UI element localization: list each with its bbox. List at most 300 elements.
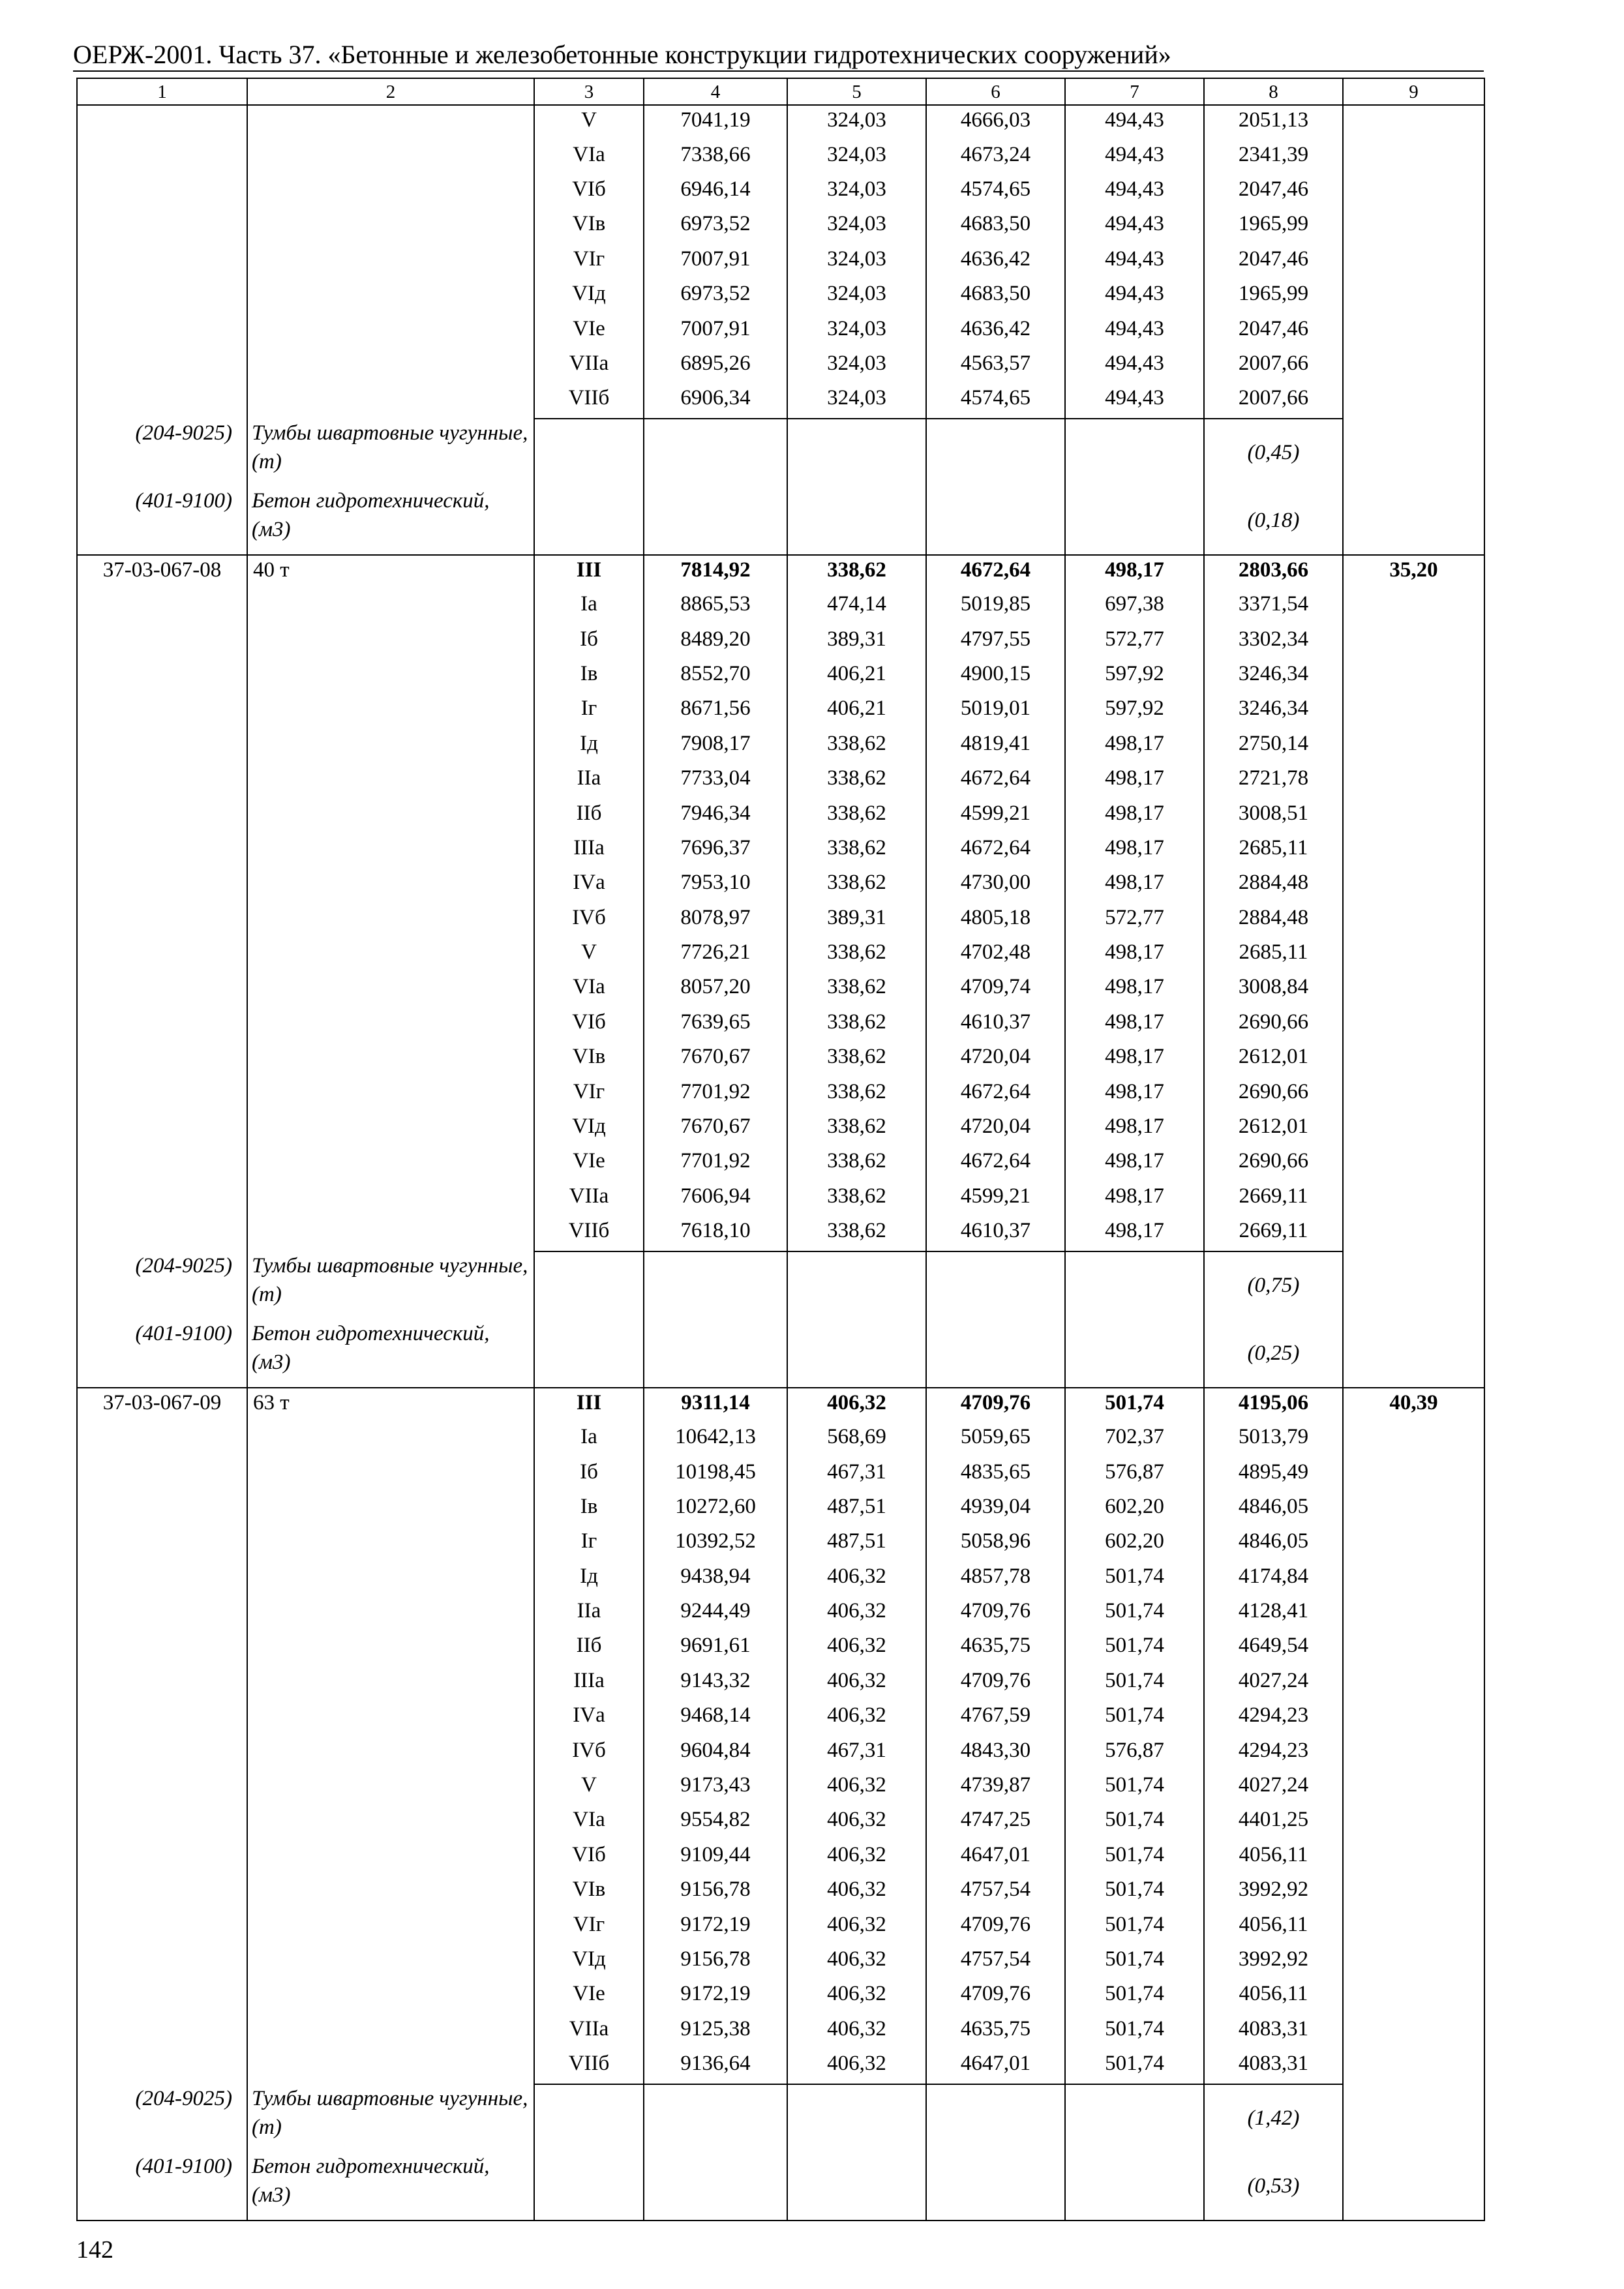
price-value-col7: 498,17 xyxy=(1065,1182,1204,1216)
price-value-col7: 501,74 xyxy=(1065,1945,1204,1979)
price-value-col4: 7701,92 xyxy=(644,1146,787,1181)
zone-class: VIа xyxy=(534,972,644,1007)
price-value-col6: 4672,64 xyxy=(926,555,1065,590)
price-value-col8: 2047,46 xyxy=(1204,245,1343,279)
price-value-col4: 7670,67 xyxy=(644,1042,787,1077)
empty-cell xyxy=(534,2152,644,2221)
zone-class: III xyxy=(534,1388,644,1422)
price-value-col4: 6895,26 xyxy=(644,349,787,383)
price-value-col8: 4056,11 xyxy=(1204,1979,1343,2014)
resource-code: (401-9100) xyxy=(77,2152,247,2221)
rate-name xyxy=(247,105,534,419)
empty-cell xyxy=(644,486,787,555)
price-value-col4: 10198,45 xyxy=(644,1458,787,1492)
price-value-col4: 8078,97 xyxy=(644,903,787,938)
price-value-col5: 406,21 xyxy=(787,694,926,728)
price-value-col5: 324,03 xyxy=(787,349,926,383)
price-value-col7: 494,43 xyxy=(1065,175,1204,209)
price-value-col4: 7733,04 xyxy=(644,764,787,798)
price-value-col4: 8057,20 xyxy=(644,972,787,1007)
price-value-col7: 498,17 xyxy=(1065,1008,1204,1042)
price-value-col4: 9691,61 xyxy=(644,1631,787,1666)
empty-cell xyxy=(534,1251,644,1320)
price-value-col5: 338,62 xyxy=(787,799,926,833)
zone-class: Iг xyxy=(534,694,644,728)
price-value-col6: 4835,65 xyxy=(926,1458,1065,1492)
resource-row xyxy=(77,2152,1484,2221)
zone-class: IIб xyxy=(534,799,644,833)
zone-class: Iд xyxy=(534,729,644,764)
price-value-col5: 406,32 xyxy=(787,1388,926,1422)
empty-cell xyxy=(926,486,1065,555)
column-number: 9 xyxy=(1343,78,1484,105)
price-value-col7: 498,17 xyxy=(1065,1146,1204,1181)
price-value-col6: 4702,48 xyxy=(926,938,1065,972)
price-value-col7: 597,92 xyxy=(1065,694,1204,728)
price-value-col5: 406,32 xyxy=(787,1979,926,2014)
price-value-col8: 4027,24 xyxy=(1204,1666,1343,1701)
price-value-col7: 501,74 xyxy=(1065,1701,1204,1735)
price-value-col7: 501,74 xyxy=(1065,1388,1204,1422)
zone-class: VIIб xyxy=(534,1216,644,1251)
price-value-col4: 9468,14 xyxy=(644,1701,787,1735)
price-value-col5: 324,03 xyxy=(787,140,926,175)
price-value-col4: 9554,82 xyxy=(644,1805,787,1840)
price-value-col8: 3008,51 xyxy=(1204,799,1343,833)
price-value-col8: 3008,84 xyxy=(1204,972,1343,1007)
price-value-col4: 8671,56 xyxy=(644,694,787,728)
empty-cell xyxy=(1343,1319,1484,1388)
price-value-col7: 576,87 xyxy=(1065,1458,1204,1492)
price-value-col8: 4294,23 xyxy=(1204,1701,1343,1735)
price-value-col6: 4647,01 xyxy=(926,2049,1065,2084)
price-value-col7: 501,74 xyxy=(1065,2014,1204,2049)
zone-class: V xyxy=(534,1771,644,1805)
price-value-col8: 2690,66 xyxy=(1204,1077,1343,1112)
price-value-col4: 7696,37 xyxy=(644,833,787,868)
table-row xyxy=(77,105,1484,140)
price-value-col8: 2612,01 xyxy=(1204,1042,1343,1077)
price-value-col8: 4895,49 xyxy=(1204,1458,1343,1492)
price-value-col8: 4083,31 xyxy=(1204,2014,1343,2049)
price-value-col4: 9156,78 xyxy=(644,1945,787,1979)
rate-code: 37-03-067-09 xyxy=(77,1388,247,2084)
price-value-col7: 602,20 xyxy=(1065,1527,1204,1561)
zone-class: IIIа xyxy=(534,1666,644,1701)
zone-class: VIIб xyxy=(534,2049,644,2084)
zone-class: Iб xyxy=(534,1458,644,1492)
zone-class: Iа xyxy=(534,1422,644,1457)
zone-class: VIб xyxy=(534,175,644,209)
zone-class: VIв xyxy=(534,1875,644,1909)
price-value-col7: 501,74 xyxy=(1065,1562,1204,1596)
empty-cell xyxy=(1343,419,1484,487)
zone-class: VIд xyxy=(534,1945,644,1979)
empty-cell xyxy=(926,1251,1065,1320)
rate-code xyxy=(77,105,247,419)
price-value-col4: 9143,32 xyxy=(644,1666,787,1701)
zone-class: Iв xyxy=(534,1492,644,1527)
price-value-col7: 494,43 xyxy=(1065,209,1204,244)
price-value-col6: 4635,75 xyxy=(926,2014,1065,2049)
zone-class: IIа xyxy=(534,764,644,798)
column-number: 4 xyxy=(644,78,787,105)
empty-cell xyxy=(534,486,644,555)
price-value-col7: 498,17 xyxy=(1065,799,1204,833)
price-value-col7: 498,17 xyxy=(1065,1216,1204,1251)
zone-class: VIIа xyxy=(534,2014,644,2049)
labor-cost: 40,39 xyxy=(1343,1388,1484,2084)
price-value-col7: 501,74 xyxy=(1065,1596,1204,1631)
price-value-col7: 498,17 xyxy=(1065,938,1204,972)
zone-class: VIг xyxy=(534,245,644,279)
zone-class: Iв xyxy=(534,659,644,694)
price-value-col7: 498,17 xyxy=(1065,1042,1204,1077)
price-value-col8: 4846,05 xyxy=(1204,1527,1343,1561)
price-value-col5: 406,21 xyxy=(787,659,926,694)
price-value-col4: 9172,19 xyxy=(644,1910,787,1945)
resource-quantity: (1,42) xyxy=(1204,2084,1343,2153)
zone-class: VIе xyxy=(534,1146,644,1181)
price-value-col8: 4195,06 xyxy=(1204,1388,1343,1422)
price-value-col8: 4056,11 xyxy=(1204,1840,1343,1875)
zone-class: VIа xyxy=(534,140,644,175)
price-value-col8: 2051,13 xyxy=(1204,105,1343,140)
zone-class: IIа xyxy=(534,1596,644,1631)
zone-class: VIв xyxy=(534,1042,644,1077)
price-value-col5: 338,62 xyxy=(787,1008,926,1042)
resource-code: (401-9100) xyxy=(77,486,247,555)
price-value-col8: 2803,66 xyxy=(1204,555,1343,590)
price-value-col7: 572,77 xyxy=(1065,625,1204,659)
price-value-col5: 324,03 xyxy=(787,245,926,279)
resource-row xyxy=(77,2084,1484,2153)
empty-cell xyxy=(1065,1251,1204,1320)
zone-class: IIб xyxy=(534,1631,644,1666)
price-value-col8: 2884,48 xyxy=(1204,903,1343,938)
empty-cell xyxy=(1343,2084,1484,2153)
price-value-col6: 4709,76 xyxy=(926,1666,1065,1701)
price-value-col8: 2690,66 xyxy=(1204,1008,1343,1042)
zone-class: VIIа xyxy=(534,349,644,383)
zone-class: VIд xyxy=(534,279,644,314)
price-value-col6: 4599,21 xyxy=(926,799,1065,833)
empty-cell xyxy=(926,2152,1065,2221)
price-value-col8: 2341,39 xyxy=(1204,140,1343,175)
resource-name: Тумбы швартовные чугунные, (т) xyxy=(247,1251,534,1320)
price-value-col4: 7007,91 xyxy=(644,245,787,279)
price-value-col4: 9125,38 xyxy=(644,2014,787,2049)
price-value-col5: 406,32 xyxy=(787,1771,926,1805)
zone-class: V xyxy=(534,938,644,972)
price-value-col7: 494,43 xyxy=(1065,314,1204,349)
price-value-col5: 338,62 xyxy=(787,1182,926,1216)
price-value-col4: 10392,52 xyxy=(644,1527,787,1561)
resource-row xyxy=(77,419,1484,487)
price-value-col7: 498,17 xyxy=(1065,555,1204,590)
empty-cell xyxy=(787,1319,926,1388)
price-value-col5: 474,14 xyxy=(787,590,926,624)
price-value-col7: 498,17 xyxy=(1065,868,1204,903)
price-value-col4: 7953,10 xyxy=(644,868,787,903)
price-value-col8: 1965,99 xyxy=(1204,279,1343,314)
price-value-col5: 338,62 xyxy=(787,1146,926,1181)
resource-quantity: (0,45) xyxy=(1204,419,1343,487)
price-value-col7: 498,17 xyxy=(1065,1112,1204,1146)
zone-class: VIб xyxy=(534,1008,644,1042)
rate-name: 40 т xyxy=(247,555,534,1251)
price-value-col8: 2685,11 xyxy=(1204,833,1343,868)
price-value-col7: 702,37 xyxy=(1065,1422,1204,1457)
zone-class: V xyxy=(534,105,644,140)
price-value-col8: 2884,48 xyxy=(1204,868,1343,903)
price-value-col8: 3302,34 xyxy=(1204,625,1343,659)
resource-code: (401-9100) xyxy=(77,1319,247,1388)
price-value-col5: 406,32 xyxy=(787,1840,926,1875)
price-value-col6: 4683,50 xyxy=(926,209,1065,244)
price-value-col8: 4027,24 xyxy=(1204,1771,1343,1805)
price-value-col5: 338,62 xyxy=(787,1077,926,1112)
price-value-col6: 4636,42 xyxy=(926,245,1065,279)
price-value-col4: 9136,64 xyxy=(644,2049,787,2084)
price-value-col4: 8865,53 xyxy=(644,590,787,624)
price-value-col5: 406,32 xyxy=(787,1805,926,1840)
zone-class: VIв xyxy=(534,209,644,244)
price-value-col7: 498,17 xyxy=(1065,972,1204,1007)
price-value-col5: 338,62 xyxy=(787,938,926,972)
price-value-col6: 4683,50 xyxy=(926,279,1065,314)
column-number: 7 xyxy=(1065,78,1204,105)
zone-class: VIд xyxy=(534,1112,644,1146)
price-value-col7: 501,74 xyxy=(1065,1666,1204,1701)
empty-cell xyxy=(926,2084,1065,2153)
price-value-col5: 324,03 xyxy=(787,279,926,314)
resource-name: Бетон гидротехнический, (м3) xyxy=(247,1319,534,1388)
price-value-col8: 2669,11 xyxy=(1204,1182,1343,1216)
price-value-col5: 568,69 xyxy=(787,1422,926,1457)
price-value-col7: 597,92 xyxy=(1065,659,1204,694)
empty-cell xyxy=(1343,2152,1484,2221)
empty-cell xyxy=(644,1319,787,1388)
price-value-col4: 7606,94 xyxy=(644,1182,787,1216)
resource-code: (204-9025) xyxy=(77,1251,247,1320)
price-value-col4: 7946,34 xyxy=(644,799,787,833)
empty-cell xyxy=(1065,419,1204,487)
price-value-col7: 494,43 xyxy=(1065,383,1204,418)
price-value-col5: 338,62 xyxy=(787,555,926,590)
empty-cell xyxy=(1065,1319,1204,1388)
price-value-col7: 501,74 xyxy=(1065,1979,1204,2014)
price-value-col5: 338,62 xyxy=(787,1112,926,1146)
price-value-col6: 4636,42 xyxy=(926,314,1065,349)
price-value-col8: 4294,23 xyxy=(1204,1736,1343,1771)
price-value-col4: 8552,70 xyxy=(644,659,787,694)
zone-class: VIе xyxy=(534,1979,644,2014)
column-number-row xyxy=(77,78,1484,105)
price-table-container xyxy=(76,78,1484,2221)
resource-quantity: (0,53) xyxy=(1204,2152,1343,2221)
empty-cell xyxy=(787,2152,926,2221)
price-value-col6: 4767,59 xyxy=(926,1701,1065,1735)
price-value-col7: 501,74 xyxy=(1065,1631,1204,1666)
price-value-col8: 5013,79 xyxy=(1204,1422,1343,1457)
price-value-col7: 697,38 xyxy=(1065,590,1204,624)
price-value-col6: 4709,76 xyxy=(926,1388,1065,1422)
price-value-col8: 4174,84 xyxy=(1204,1562,1343,1596)
price-value-col7: 572,77 xyxy=(1065,903,1204,938)
resource-name: Тумбы швартовные чугунные, (т) xyxy=(247,2084,534,2153)
zone-class: VIIб xyxy=(534,383,644,418)
price-value-col5: 406,32 xyxy=(787,1945,926,1979)
zone-class: IIIа xyxy=(534,833,644,868)
price-value-col5: 406,32 xyxy=(787,2014,926,2049)
price-value-col7: 501,74 xyxy=(1065,1875,1204,1909)
price-value-col8: 2690,66 xyxy=(1204,1146,1343,1181)
price-value-col5: 406,32 xyxy=(787,1875,926,1909)
price-value-col8: 2612,01 xyxy=(1204,1112,1343,1146)
zone-class: VIб xyxy=(534,1840,644,1875)
price-value-col7: 501,74 xyxy=(1065,1840,1204,1875)
zone-class: VIг xyxy=(534,1910,644,1945)
price-value-col4: 9109,44 xyxy=(644,1840,787,1875)
empty-cell xyxy=(1065,486,1204,555)
price-value-col4: 6946,14 xyxy=(644,175,787,209)
price-value-col6: 4647,01 xyxy=(926,1840,1065,1875)
empty-cell xyxy=(1343,486,1484,555)
price-value-col4: 7007,91 xyxy=(644,314,787,349)
price-value-col5: 467,31 xyxy=(787,1458,926,1492)
empty-cell xyxy=(787,1251,926,1320)
empty-cell xyxy=(926,419,1065,487)
price-value-col5: 338,62 xyxy=(787,972,926,1007)
price-value-col7: 494,43 xyxy=(1065,279,1204,314)
price-value-col6: 4730,00 xyxy=(926,868,1065,903)
price-value-col5: 338,62 xyxy=(787,729,926,764)
resource-row xyxy=(77,1251,1484,1320)
price-value-col6: 4574,65 xyxy=(926,175,1065,209)
price-value-col6: 4672,64 xyxy=(926,764,1065,798)
zone-class: IVа xyxy=(534,1701,644,1735)
price-value-col7: 501,74 xyxy=(1065,1771,1204,1805)
price-value-col4: 7701,92 xyxy=(644,1077,787,1112)
labor-cost xyxy=(1343,105,1484,419)
price-value-col5: 324,03 xyxy=(787,175,926,209)
price-value-col4: 9604,84 xyxy=(644,1736,787,1771)
page-number: 142 xyxy=(76,2236,113,2264)
price-value-col8: 2721,78 xyxy=(1204,764,1343,798)
price-value-col8: 3371,54 xyxy=(1204,590,1343,624)
empty-cell xyxy=(534,2084,644,2153)
price-value-col6: 4666,03 xyxy=(926,105,1065,140)
price-value-col6: 4900,15 xyxy=(926,659,1065,694)
price-value-col6: 4939,04 xyxy=(926,1492,1065,1527)
price-value-col7: 494,43 xyxy=(1065,105,1204,140)
zone-class: IVа xyxy=(534,868,644,903)
empty-cell xyxy=(644,419,787,487)
price-value-col6: 4747,25 xyxy=(926,1805,1065,1840)
resource-name: Бетон гидротехнический, (м3) xyxy=(247,2152,534,2221)
price-value-col7: 498,17 xyxy=(1065,729,1204,764)
price-value-col5: 487,51 xyxy=(787,1492,926,1527)
price-value-col4: 9173,43 xyxy=(644,1771,787,1805)
price-value-col8: 4056,11 xyxy=(1204,1910,1343,1945)
price-value-col5: 324,03 xyxy=(787,105,926,140)
price-value-col6: 4797,55 xyxy=(926,625,1065,659)
resource-code: (204-9025) xyxy=(77,419,247,487)
price-value-col5: 324,03 xyxy=(787,383,926,418)
price-value-col6: 4672,64 xyxy=(926,1077,1065,1112)
price-value-col7: 494,43 xyxy=(1065,140,1204,175)
price-value-col6: 4672,64 xyxy=(926,1146,1065,1181)
price-value-col8: 2685,11 xyxy=(1204,938,1343,972)
resource-row xyxy=(77,486,1484,555)
price-value-col6: 4709,76 xyxy=(926,1979,1065,2014)
empty-cell xyxy=(787,486,926,555)
column-number: 6 xyxy=(926,78,1065,105)
rate-code: 37-03-067-08 xyxy=(77,555,247,1251)
price-value-col5: 324,03 xyxy=(787,314,926,349)
price-value-col5: 406,32 xyxy=(787,2049,926,2084)
zone-class: VIе xyxy=(534,314,644,349)
price-value-col8: 2669,11 xyxy=(1204,1216,1343,1251)
price-value-col8: 3246,34 xyxy=(1204,694,1343,728)
price-value-col8: 4401,25 xyxy=(1204,1805,1343,1840)
column-number: 5 xyxy=(787,78,926,105)
price-value-col6: 4563,57 xyxy=(926,349,1065,383)
price-value-col6: 4709,76 xyxy=(926,1910,1065,1945)
zone-class: Iб xyxy=(534,625,644,659)
price-value-col5: 406,32 xyxy=(787,1631,926,1666)
resource-quantity: (0,75) xyxy=(1204,1251,1343,1320)
price-value-col7: 494,43 xyxy=(1065,245,1204,279)
zone-class: III xyxy=(534,555,644,590)
price-value-col6: 4672,64 xyxy=(926,833,1065,868)
price-value-col4: 7041,19 xyxy=(644,105,787,140)
price-value-col5: 338,62 xyxy=(787,1042,926,1077)
price-value-col4: 10272,60 xyxy=(644,1492,787,1527)
price-value-col5: 389,31 xyxy=(787,625,926,659)
zone-class: Iг xyxy=(534,1527,644,1561)
zone-class: VIг xyxy=(534,1077,644,1112)
resource-name: Тумбы швартовные чугунные, (т) xyxy=(247,419,534,487)
price-value-col8: 2750,14 xyxy=(1204,729,1343,764)
price-value-col8: 2047,46 xyxy=(1204,314,1343,349)
price-value-col5: 338,62 xyxy=(787,1216,926,1251)
empty-cell xyxy=(1065,2152,1204,2221)
price-value-col4: 7639,65 xyxy=(644,1008,787,1042)
price-value-col6: 4739,87 xyxy=(926,1771,1065,1805)
price-value-col6: 5019,85 xyxy=(926,590,1065,624)
empty-cell xyxy=(1343,1251,1484,1320)
resource-quantity: (0,18) xyxy=(1204,486,1343,555)
price-value-col8: 1965,99 xyxy=(1204,209,1343,244)
empty-cell xyxy=(534,419,644,487)
price-value-col5: 406,32 xyxy=(787,1596,926,1631)
price-value-col4: 7618,10 xyxy=(644,1216,787,1251)
price-value-col6: 4673,24 xyxy=(926,140,1065,175)
column-number: 3 xyxy=(534,78,644,105)
empty-cell xyxy=(644,1251,787,1320)
page-header-title: ОЕРЖ-2001. Часть 37. «Бетонные и железобетонные конструкции гидротехнических сооружений» xyxy=(73,40,1171,69)
price-value-col4: 8489,20 xyxy=(644,625,787,659)
price-value-col7: 498,17 xyxy=(1065,764,1204,798)
column-number: 8 xyxy=(1204,78,1343,105)
price-value-col4: 6973,52 xyxy=(644,279,787,314)
price-value-col4: 6906,34 xyxy=(644,383,787,418)
price-value-col4: 9311,14 xyxy=(644,1388,787,1422)
empty-cell xyxy=(644,2084,787,2153)
price-value-col4: 7338,66 xyxy=(644,140,787,175)
